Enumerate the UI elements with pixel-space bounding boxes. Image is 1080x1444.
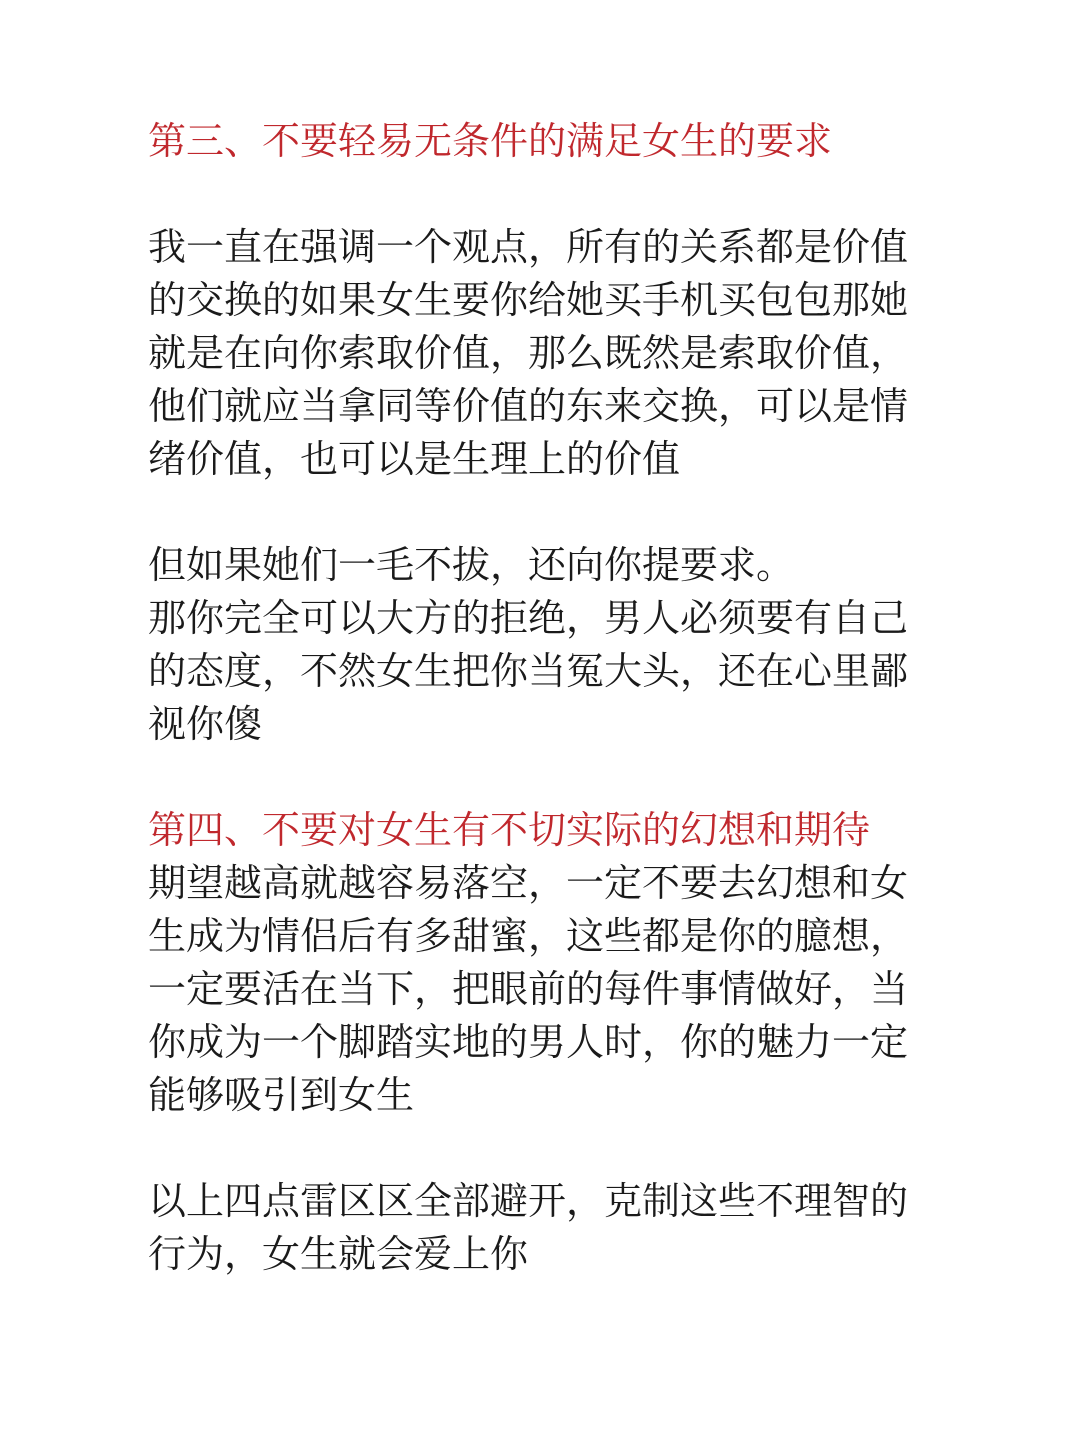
text-line: 但如果她们一毛不拔，还向你提要求。 xyxy=(148,543,795,587)
text-line: 能够吸引到女生 xyxy=(148,1073,415,1117)
paragraph-value-exchange xyxy=(148,221,918,486)
text-line: 生成为情侣后有多甜蜜，这些都是你的臆想， xyxy=(148,914,909,958)
text-line: 我一直在强调一个观点，所有的关系都是价值 xyxy=(148,225,909,269)
text-line: 的态度，不然女生把你当冤大头，还在心里鄙 xyxy=(148,649,909,693)
section-heading-4: 第四、不要对女生有不切实际的幻想和期待 xyxy=(148,808,871,852)
text-line: 那你完全可以大方的拒绝，男人必须要有自己 xyxy=(148,596,909,640)
text-line: 视你傻 xyxy=(148,702,263,746)
text-line: 就是在向你索取价值，那么既然是索取价值， xyxy=(148,331,909,375)
paragraph-conclusion xyxy=(148,1175,918,1281)
text-line: 他们就应当拿同等价值的东来交换，可以是情 xyxy=(148,384,909,428)
section-heading-3: 第三、不要轻易无条件的满足女生的要求 xyxy=(148,119,833,163)
text-line: 的交换的如果女生要你给她买手机买包包那她 xyxy=(148,278,909,322)
paragraph-refuse xyxy=(148,539,918,751)
text-line: 绪价值，也可以是生理上的价值 xyxy=(148,437,681,481)
paragraph-gap xyxy=(148,751,918,804)
text-line: 你成为一个脚踏实地的男人时，你的魅力一定 xyxy=(148,1020,909,1064)
paragraph-expectations xyxy=(148,857,918,1122)
article-body xyxy=(148,115,918,1281)
paragraph-gap xyxy=(148,168,918,221)
text-line: 以上四点雷区区全部避开，克制这些不理智的 xyxy=(148,1179,909,1223)
paragraph-gap xyxy=(148,1122,918,1175)
paragraph-gap xyxy=(148,486,918,539)
text-line: 行为，女生就会爱上你 xyxy=(148,1232,529,1276)
text-line: 一定要活在当下，把眼前的每件事情做好，当 xyxy=(148,967,909,1011)
text-line: 期望越高就越容易落空，一定不要去幻想和女 xyxy=(148,861,909,905)
